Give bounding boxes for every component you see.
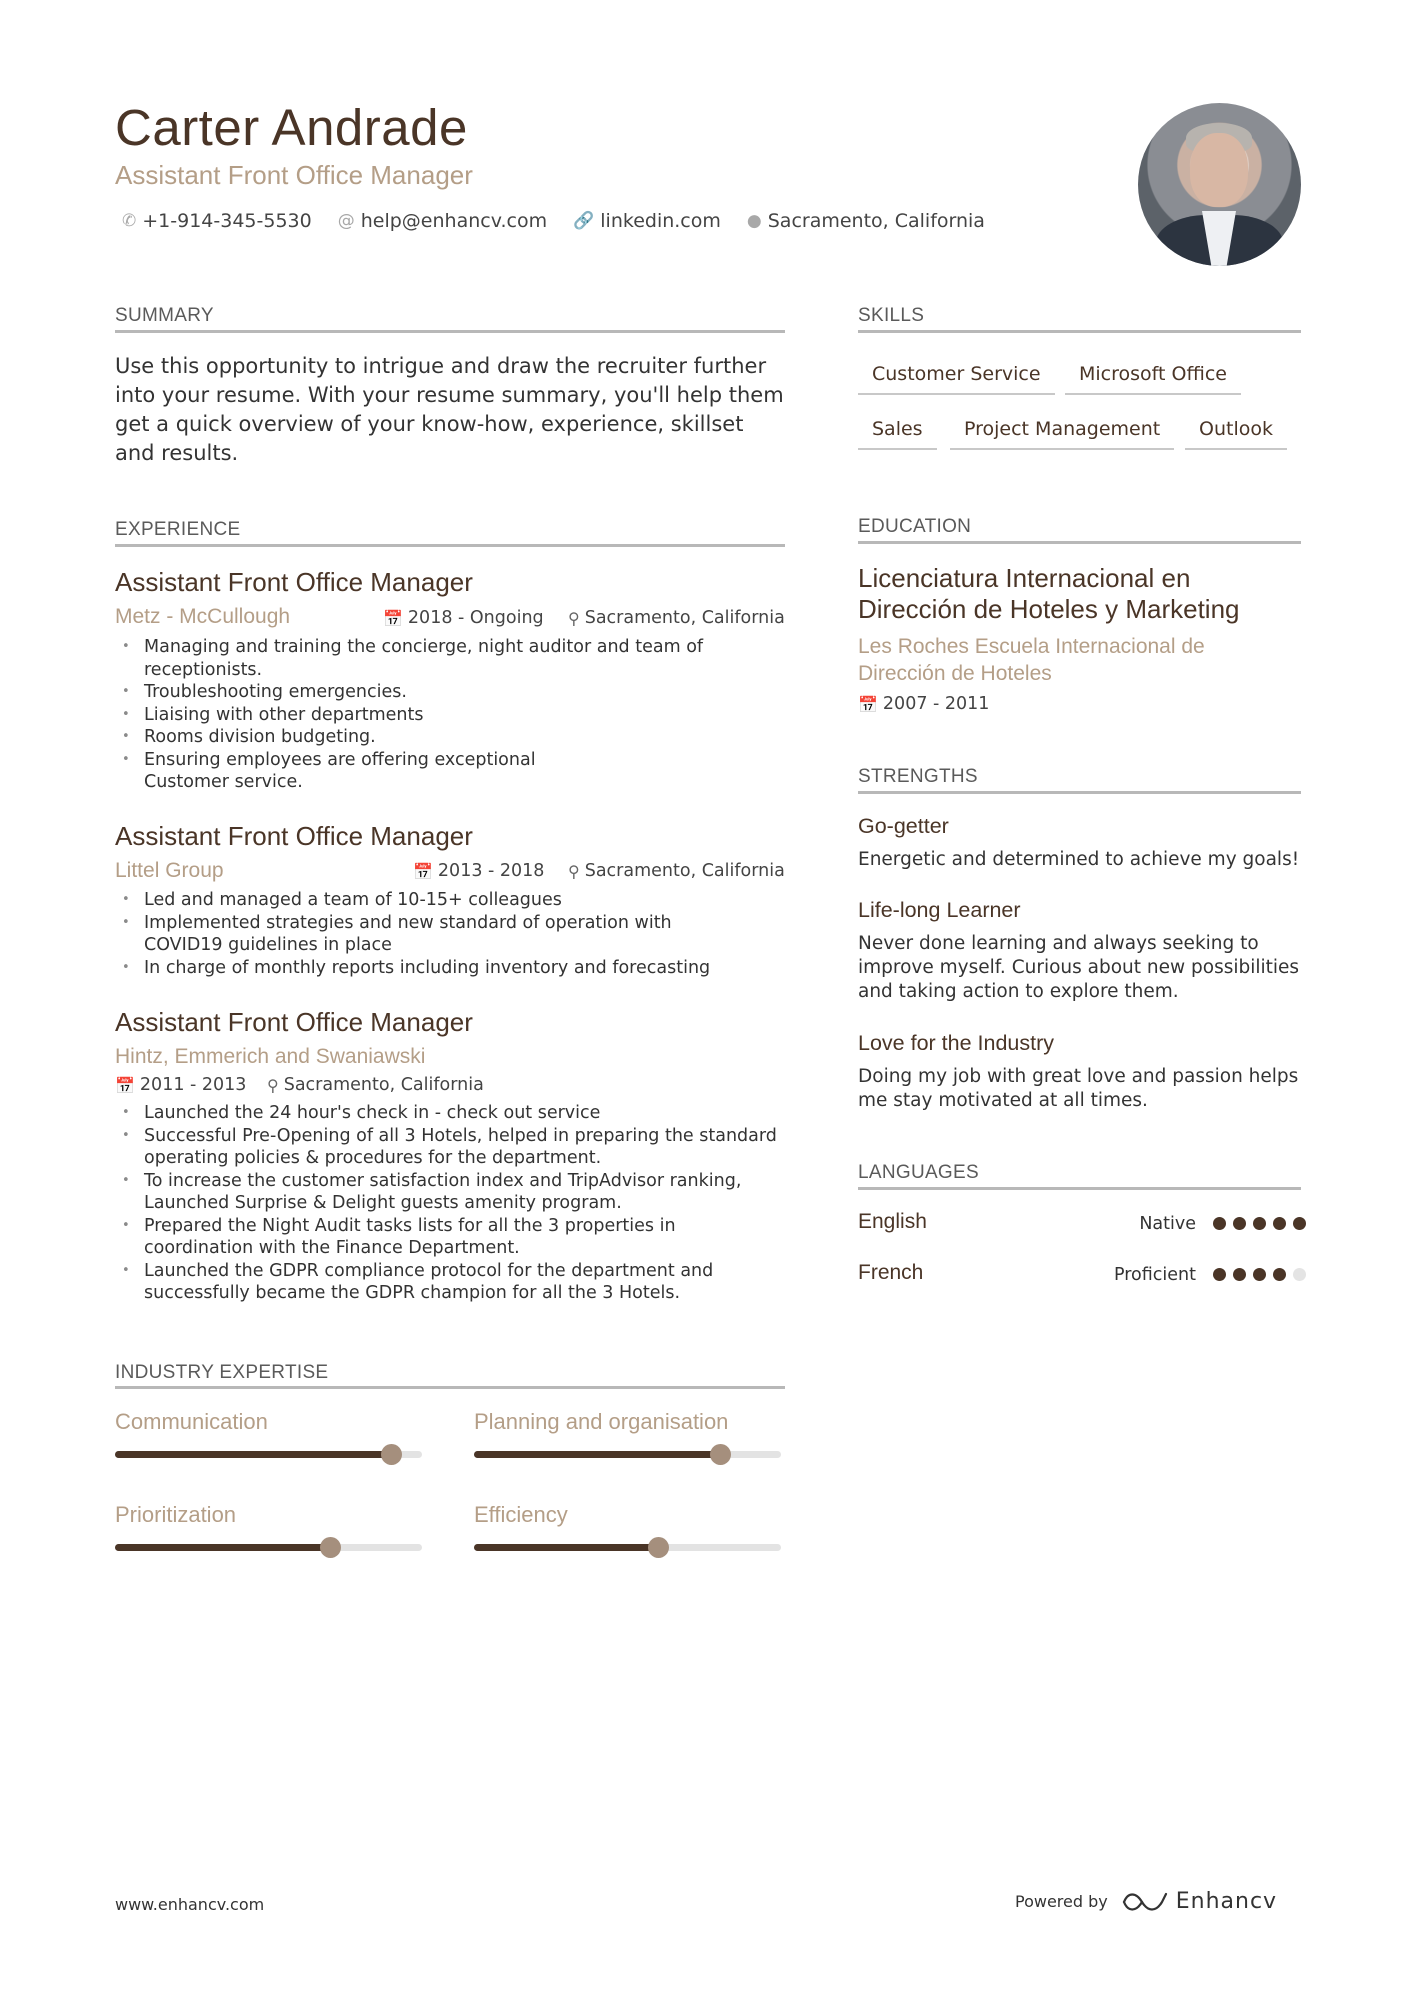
education-heading: EDUCATION: [858, 516, 972, 537]
dot-filled: [1213, 1268, 1226, 1281]
skill-tag: Customer Service: [858, 363, 1055, 395]
powered-by-label: Powered by: [1015, 1892, 1108, 1911]
expertise-bar-fill: [115, 1451, 391, 1458]
contact-bar: [122, 210, 985, 232]
skill-tag: Project Management: [950, 418, 1174, 450]
footer-branding: [1015, 1889, 1277, 1914]
contact-linkedin[interactable]: 🔗 linkedin.com: [573, 210, 721, 232]
job-title: Assistant Front Office Manager: [115, 567, 473, 597]
enhancv-logo-icon: [1122, 1890, 1168, 1914]
dot-filled: [1233, 1217, 1246, 1230]
language-name: English: [858, 1210, 927, 1233]
job-location: ⚲ Sacramento, California: [568, 608, 785, 628]
strength-title: Love for the Industry: [858, 1031, 1054, 1055]
list-item: • In charge of monthly reports including inventory and forecasting: [115, 957, 755, 980]
dot-filled: [1253, 1217, 1266, 1230]
dot-filled: [1213, 1217, 1226, 1230]
language-name: French: [858, 1261, 924, 1284]
contact-location: ● Sacramento, California: [746, 210, 985, 232]
dot-filled: [1253, 1268, 1266, 1281]
skills-heading: SKILLS: [858, 305, 925, 326]
education-school: Les Roches Escuela Internacional de Dirección de Hoteles: [858, 635, 1205, 685]
list-item: • Managing and training the concierge, night auditor and team of receptionists.: [115, 636, 735, 681]
expertise-bar-knob: [320, 1537, 341, 1558]
location-pin-icon: ⚲: [267, 1075, 279, 1095]
strength-text: Doing my job with great love and passion helps me stay motivated at all times.: [858, 1066, 1299, 1111]
dot-filled: [1233, 1268, 1246, 1281]
job-company: Littel Group: [115, 859, 224, 882]
skill-tag: Sales: [858, 418, 937, 450]
calendar-icon: 📅: [413, 861, 433, 881]
calendar-icon: 📅: [115, 1075, 135, 1095]
job-title: Assistant Front Office Manager: [115, 1007, 473, 1037]
list-item: • Successful Pre-Opening of all 3 Hotels, helped in preparing the standard operating policies & procedures for the department.: [115, 1125, 785, 1170]
list-item: • Rooms division budgeting.: [115, 726, 735, 749]
candidate-name: Carter Andrade: [115, 99, 468, 156]
job-dates: 📅 2013 - 2018: [413, 861, 545, 881]
strengths-heading: STRENGTHS: [858, 766, 978, 787]
strength-text: Never done learning and always seeking to improve myself. Curious about new possibilities and taking action to explore them.: [858, 933, 1300, 1002]
language-dots: [1213, 1217, 1306, 1230]
strength-title: Life-long Learner: [858, 898, 1021, 922]
job-dates: 📅 2018 - Ongoing: [383, 608, 544, 628]
dot-filled: [1293, 1217, 1306, 1230]
calendar-icon: 📅: [858, 694, 878, 714]
location-pin-icon: ⚲: [568, 861, 580, 881]
job-dates: 📅 2011 - 2013: [115, 1075, 247, 1095]
job-bullets: [115, 1102, 785, 1305]
language-dots: [1213, 1268, 1306, 1281]
list-item: • Liaising with other departments: [115, 704, 735, 727]
experience-divider: [115, 544, 785, 547]
expertise-bar: [115, 1544, 422, 1551]
experience-heading: EXPERIENCE: [115, 519, 241, 540]
dot-empty: [1293, 1268, 1306, 1281]
strength-text: Energetic and determined to achieve my goals!: [858, 849, 1300, 870]
list-item: • Ensuring employees are offering exceptional Customer service.: [115, 749, 554, 794]
expertise-label: Communication: [115, 1409, 268, 1434]
phone-icon: ✆: [122, 211, 137, 231]
summary-heading: SUMMARY: [115, 305, 214, 326]
dot-filled: [1273, 1217, 1286, 1230]
expertise-bar-fill: [474, 1451, 720, 1458]
job-location: ⚲ Sacramento, California: [568, 861, 785, 881]
job-title: Assistant Front Office Manager: [115, 821, 473, 851]
education-divider: [858, 541, 1301, 544]
location-pin-icon: ⚲: [568, 608, 580, 628]
list-item: • Launched the GDPR compliance protocol for the department and successfully became the GDPR champion for all the 3 Hotels.: [115, 1260, 785, 1305]
skills-divider: [858, 330, 1301, 333]
expertise-bar-knob: [648, 1537, 669, 1558]
languages-heading: LANGUAGES: [858, 1162, 979, 1183]
expertise-bar-fill: [115, 1544, 330, 1551]
contact-phone[interactable]: ✆ +1-914-345-5530: [122, 210, 312, 232]
expertise-bar: [474, 1451, 781, 1458]
link-icon: 🔗: [573, 211, 595, 231]
summary-text: Use this opportunity to intrigue and draw the recruiter further into your resume. With your resume summary, you'll help them get a quick overview of your know-how, experience, skillset and results.: [115, 354, 784, 465]
strength-title: Go-getter: [858, 814, 949, 838]
expertise-divider: [115, 1386, 785, 1389]
list-item: • Launched the 24 hour's check in - check out service: [115, 1102, 785, 1125]
at-icon: @: [337, 211, 355, 231]
list-item: • Troubleshooting emergencies.: [115, 681, 735, 704]
avatar: [1138, 103, 1301, 266]
expertise-heading: INDUSTRY EXPERTISE: [115, 1362, 329, 1383]
list-item: • To increase the customer satisfaction index and TripAdvisor ranking, Launched Surprise & Delight guests amenity program.: [115, 1170, 785, 1215]
job-location: ⚲ Sacramento, California: [267, 1075, 484, 1095]
strengths-divider: [858, 791, 1301, 794]
location-pin-icon: ●: [746, 211, 762, 231]
list-item: • Prepared the Night Audit tasks lists for all the 3 properties in coordination with the Finance Department.: [115, 1215, 785, 1260]
candidate-role: Assistant Front Office Manager: [115, 160, 473, 190]
footer-website[interactable]: www.enhancv.com: [115, 1895, 265, 1914]
expertise-bar-knob: [710, 1444, 731, 1465]
language-level: Proficient: [1114, 1265, 1196, 1285]
skill-tag: Microsoft Office: [1065, 363, 1241, 395]
education-degree: Licenciatura Internacional en Dirección de Hoteles y Marketing: [858, 563, 1240, 624]
expertise-bar: [474, 1544, 781, 1551]
list-item: • Led and managed a team of 10-15+ colleagues: [115, 889, 755, 912]
expertise-label: Efficiency: [474, 1502, 568, 1527]
calendar-icon: 📅: [383, 608, 403, 628]
expertise-bar: [115, 1451, 422, 1458]
expertise-bar-knob: [381, 1444, 402, 1465]
languages-divider: [858, 1187, 1301, 1190]
summary-divider: [115, 330, 785, 333]
job-company: Hintz, Emmerich and Swaniawski: [115, 1045, 426, 1068]
job-bullets: [115, 636, 735, 794]
enhancv-logo[interactable]: Enhancv: [1122, 1889, 1277, 1914]
list-item: • Implemented strategies and new standard of operation with COVID19 guidelines in place: [115, 912, 755, 957]
job-company: Metz - McCullough: [115, 605, 291, 628]
contact-email[interactable]: @ help@enhancv.com: [337, 210, 548, 232]
expertise-bar-fill: [474, 1544, 658, 1551]
expertise-label: Prioritization: [115, 1502, 237, 1527]
education-dates: 📅 2007 - 2011: [858, 694, 990, 714]
skill-tag: Outlook: [1185, 418, 1287, 450]
job-bullets: [115, 889, 755, 979]
language-level: Native: [1139, 1214, 1196, 1234]
dot-filled: [1273, 1268, 1286, 1281]
expertise-label: Planning and organisation: [474, 1409, 729, 1434]
